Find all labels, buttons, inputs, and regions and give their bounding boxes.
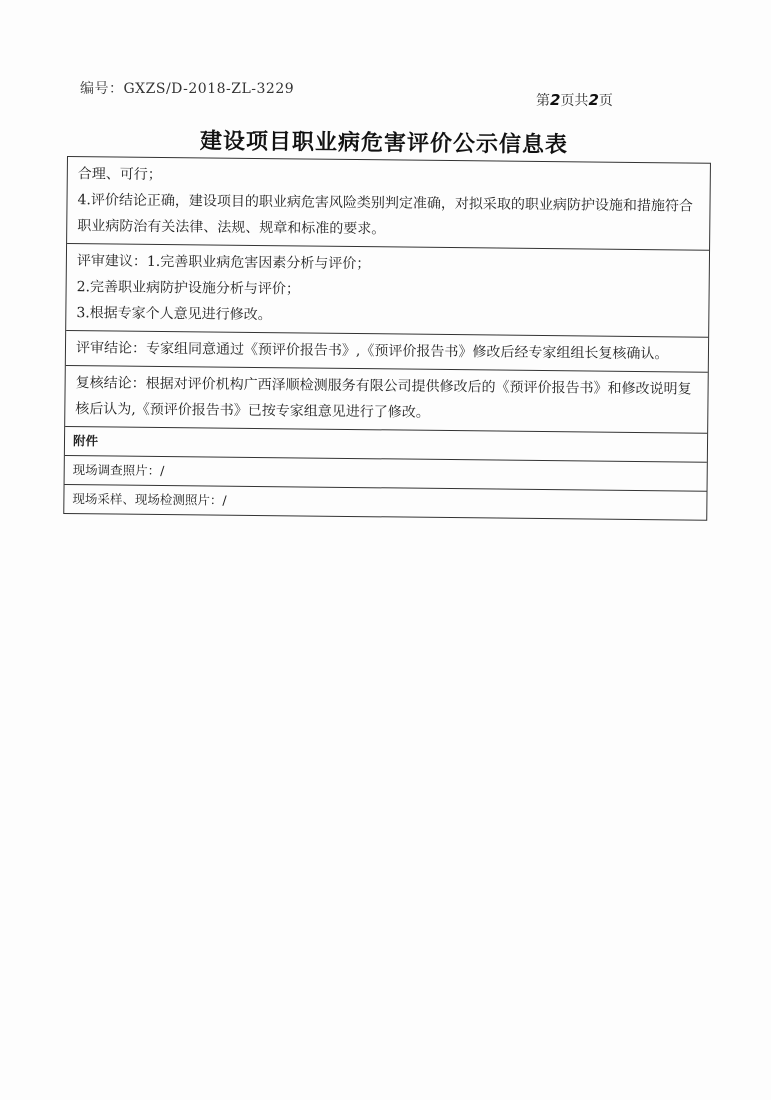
suggestion-line-2: 2.完善职业病防护设施分析与评价； [76,279,301,298]
suggestion-line-3: 3.根据专家个人意见进行修改。 [76,305,272,324]
conclusion-cell [67,157,710,250]
page-total: 2 [588,91,599,109]
page-current: 2 [550,91,561,109]
recheck-conclusion-cell [65,365,708,433]
review-conclusion-text: 评审结论：专家组同意通过《预评价报告书》,《预评价报告书》修改后经专家组组长复核确认。 [75,340,669,363]
continued-text: 合理、可行； [77,166,162,183]
info-table [63,156,711,521]
page-prefix: 第 [536,93,550,109]
page-suffix: 页 [598,93,613,109]
recheck-conclusion-text: 复核结论：根据对评价机构广西泽顺检测服务有限公司提供修改后的《预评价报告书》和修改说明复核后认为,《预评价报告书》已按专家组意见进行了修改。 [75,375,692,421]
page-middle: 页共 [560,93,589,109]
document-title: 建设项目职业病危害评价公示信息表 [199,129,569,158]
review-suggestions-cell [66,243,709,337]
attachments-label: 附件 [72,433,99,449]
site-survey-photos-text: 现场调查照片：/ [72,462,165,479]
document-number: 编号：GXZS/D-2018-ZL-3229 [80,81,295,97]
conclusion-point-4: 4.评价结论正确，建设项目的职业病危害风险类别判定准确，对拟采取的职业病防护设施和措施符合职业病防治有关法律、法规、规章和标准的要求。 [77,192,693,238]
suggestion-line-1: 评审建议：1.完善职业病危害因素分析与评价； [76,253,371,273]
sampling-photos-cell [64,484,706,520]
page-indicator [536,90,613,110]
sampling-photos-text: 现场采样、现场检测照片：/ [72,491,227,508]
